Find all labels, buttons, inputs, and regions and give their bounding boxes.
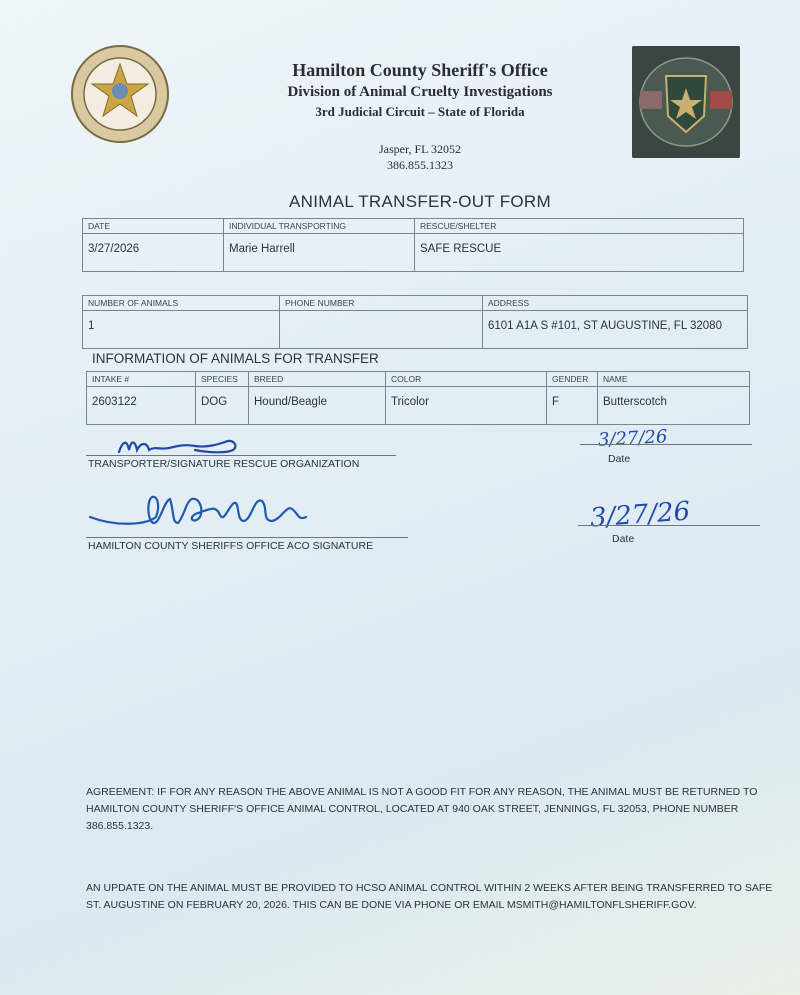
num-animals-value: 1 <box>83 311 280 349</box>
aco-date-handwritten: 3/27/26 <box>589 496 692 534</box>
transporter-date-label: Date <box>608 453 631 465</box>
color-value: Tricolor <box>386 387 547 425</box>
aco-date-label: Date <box>612 533 635 545</box>
col-breed: BREED <box>249 372 386 387</box>
transporter-label: INDIVIDUAL TRANSPORTING <box>224 219 415 234</box>
aco-signature-label: HAMILTON COUNTY SHERIFFS OFFICE ACO SIGNATURE <box>88 540 374 552</box>
col-color: COLOR <box>386 372 547 387</box>
aco-date-line <box>578 525 760 526</box>
col-name: NAME <box>598 372 750 387</box>
agreement-text: AGREEMENT: IF FOR ANY REASON THE ABOVE ANIMAL IS NOT A GOOD FIT FOR ANY REASON, THE ANIMAL MUST BE RETURNED TO HAMILTON COUNTY SHERIFF'S OFFICE ANIMAL CONTROL, LOCATED AT 940 OAK STREET, JENNINGS, FL 32053, PHONE NUMBER 386.855.1323. <box>86 786 758 832</box>
agency-phone: 386.855.1323 <box>387 158 453 172</box>
update-notice-text: AN UPDATE ON THE ANIMAL MUST BE PROVIDED TO HCSO ANIMAL CONTROL WITHIN 2 WEEKS AFTER BEING TRANSFERRED TO SAFE ST. AUGUSTINE ON FEBRUARY 20, 2026. THIS CAN BE DONE VIA PHONE OR EMAIL MSMITH@HAMILTONFLSHERIFF.GOV. <box>86 882 773 911</box>
address-value: 6101 A1A S #101, ST AUGUSTINE, FL 32080 <box>483 311 748 349</box>
transporter-signature-line <box>86 455 396 456</box>
transfer-info-table <box>82 218 744 272</box>
breed-value: Hound/Beagle <box>249 387 386 425</box>
rescue-label: RESCUE/SHELTER <box>415 219 744 234</box>
agency-city: Jasper, FL 32052 <box>378 142 462 156</box>
agency-name: Hamilton County Sheriff's Office <box>292 60 548 80</box>
sheriff-seal-logo <box>70 44 170 144</box>
transporter-value: Marie Harrell <box>224 234 415 272</box>
transporter-date-handwritten: 3/27/26 <box>597 426 668 451</box>
col-gender: GENDER <box>547 372 598 387</box>
animals-section-title: INFORMATION OF ANIMALS FOR TRANSFER <box>92 351 379 366</box>
date-label: DATE <box>83 219 224 234</box>
num-animals-label: NUMBER OF ANIMALS <box>83 296 280 311</box>
species-value: DOG <box>196 387 249 425</box>
col-intake: INTAKE # <box>87 372 196 387</box>
gender-value: F <box>547 387 598 425</box>
form-title: ANIMAL TRANSFER-OUT FORM <box>289 192 551 211</box>
animals-table <box>86 371 750 425</box>
division-name: Division of Animal Cruelty Investigations <box>287 84 553 100</box>
table-row <box>87 387 750 425</box>
col-species: SPECIES <box>196 372 249 387</box>
date-value: 3/27/2026 <box>83 234 224 272</box>
name-value: Butterscotch <box>598 387 750 425</box>
aco-signature <box>86 487 336 537</box>
aco-signature-line <box>86 537 408 538</box>
rescue-value: SAFE RESCUE <box>415 234 744 272</box>
transporter-date-line <box>580 444 752 445</box>
intake-value: 2603122 <box>87 387 196 425</box>
phone-label: PHONE NUMBER <box>280 296 483 311</box>
sheriff-badge-logo <box>632 46 740 158</box>
phone-value <box>280 311 483 349</box>
address-label: ADDRESS <box>483 296 748 311</box>
transporter-signature-label: TRANSPORTER/SIGNATURE RESCUE ORGANIZATION <box>88 458 360 470</box>
contact-info-table <box>82 295 748 349</box>
judicial-circuit: 3rd Judicial Circuit – State of Florida <box>315 104 525 119</box>
